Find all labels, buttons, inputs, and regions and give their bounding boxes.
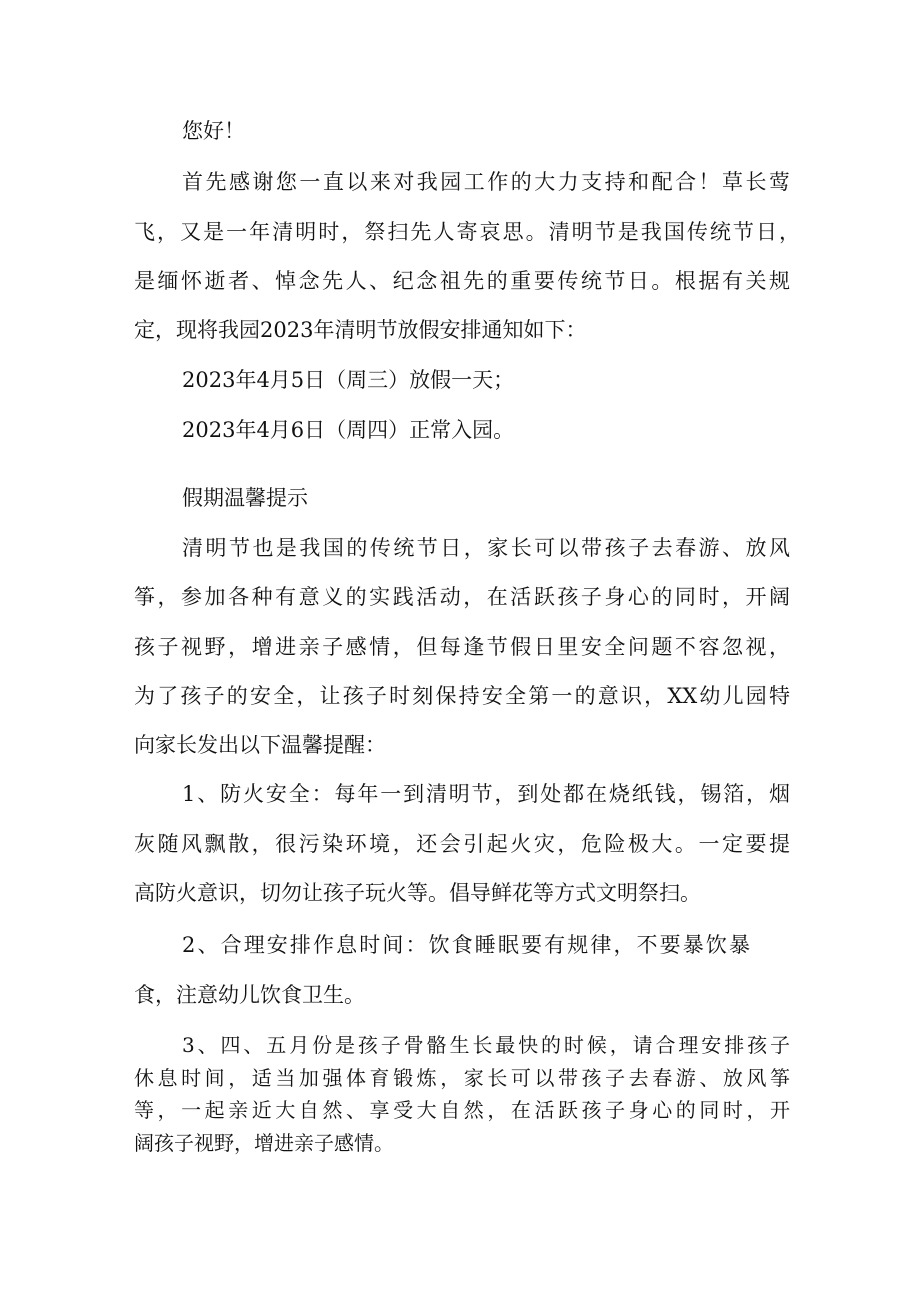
item-1-line-1: 1、防火安全：每年一到清明节，到处都在烧纸钱，锡箔，烟: [182, 782, 790, 806]
schedule-line-2: 2023年4月6日（周四）正常入园。: [182, 418, 515, 442]
item-2-line-1: 2、合理安排作息时间：饮食睡眠要有规律，不要暴饮暴: [182, 933, 750, 957]
intro-line-2: 飞，又是一年清明时，祭扫先人寄哀思。清明节是我国传统节日，: [134, 220, 800, 244]
item-1-line-3: 高防火意识，切勿让孩子玩火等。倡导鲜花等方式文明祭扫。: [134, 881, 701, 905]
item-3-line-1: 3、四、五月份是孩子骨骼生长最快的时候，请合理安排孩子: [182, 1033, 790, 1057]
tips-intro-line-4: 为了孩子的安全，让孩子时刻保持安全第一的意识，XX幼儿园特: [134, 684, 790, 708]
item-3-line-4: 阔孩子视野，增进亲子感情。: [134, 1131, 394, 1155]
tips-intro-line-3: 孩子视野，增进亲子感情，但每逢节假日里安全问题不容忽视，: [134, 635, 790, 659]
schedule-line-1: 2023年4月5日（周三）放假一天；: [182, 368, 515, 392]
item-3-line-3: 等，一起亲近大自然、享受大自然，在活跃孩子身心的同时，开: [134, 1098, 790, 1122]
tips-intro-line-5: 向家长发出以下温馨提醒：: [134, 733, 386, 757]
item-1-line-2: 灰随风飘散，很污染环境，还会引起火灾，危险极大。一定要提: [134, 832, 790, 856]
item-3-line-2: 休息时间，适当加强体育锻炼，家长可以带孩子去春游、放风筝: [134, 1066, 790, 1090]
item-2-line-2: 食，注意幼儿饮食卫生。: [134, 983, 365, 1007]
tips-intro-line-2: 筝，参加各种有意义的实践活动，在活跃孩子身心的同时，开阔: [134, 585, 790, 609]
tips-intro-line-1: 清明节也是我国的传统节日，家长可以带孩子去春游、放风: [182, 536, 790, 560]
intro-line-1: 首先感谢您一直以来对我园工作的大力支持和配合！草长莺: [182, 170, 790, 194]
tips-heading: 假期温馨提示: [182, 486, 308, 510]
greeting: 您好！: [182, 119, 245, 143]
intro-line-3: 是缅怀逝者、悼念先人、纪念祖先的重要传统节日。根据有关规: [134, 269, 790, 293]
intro-line-4: 定，现将我园2023年清明节放假安排通知如下：: [134, 318, 587, 342]
